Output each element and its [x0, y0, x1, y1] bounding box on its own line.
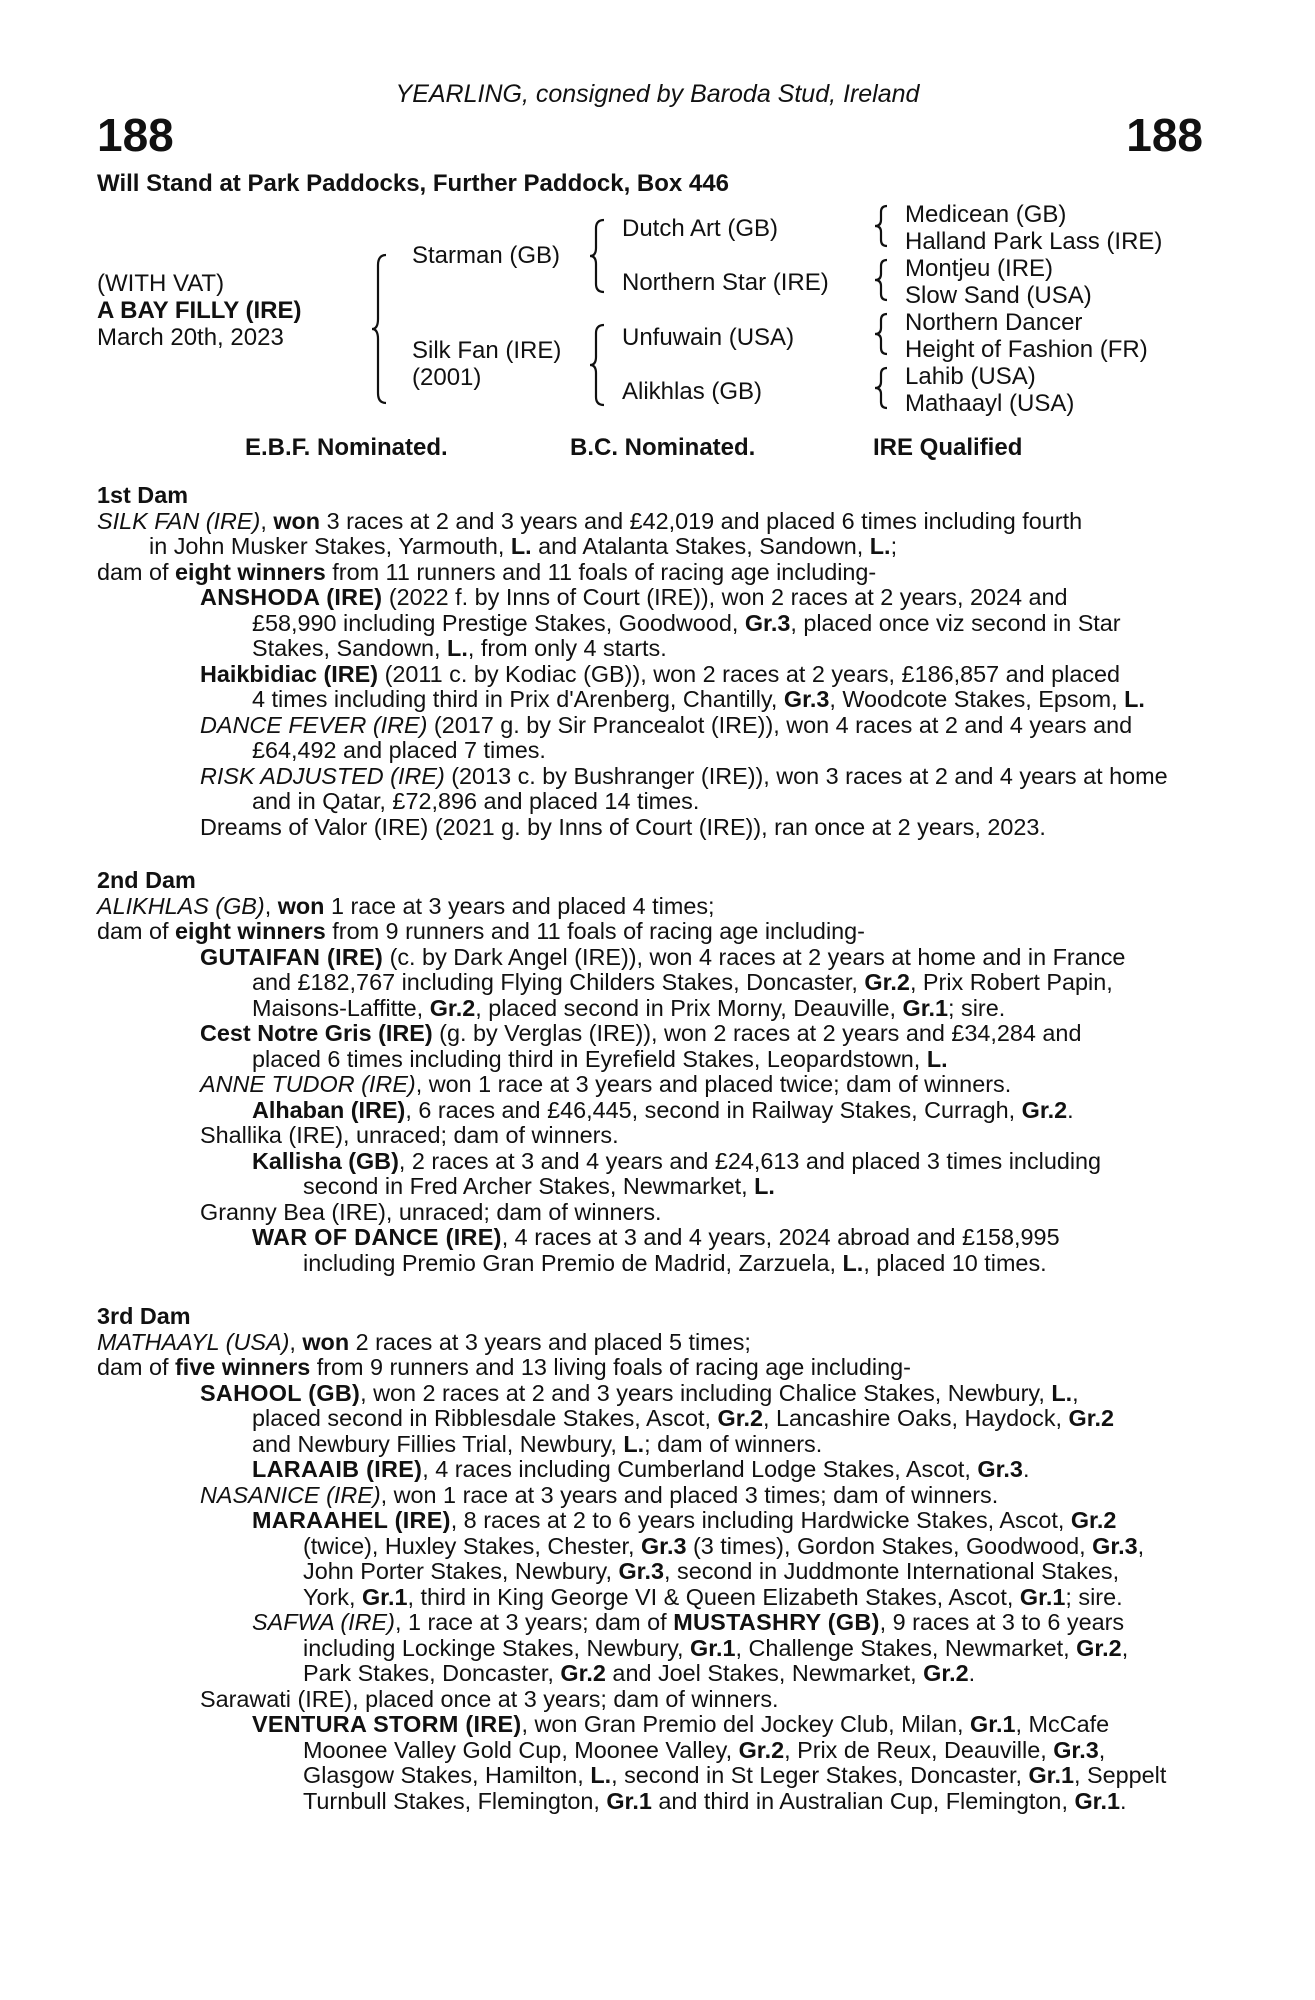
list-item-cont: second in Fred Archer Stakes, Newmarket, L. — [303, 1173, 775, 1199]
pedigree-bracket — [875, 258, 889, 302]
list-item-cont: Glasgow Stakes, Hamilton, L., second in St Leger Stakes, Doncaster, Gr.1, Seppelt — [303, 1762, 1167, 1788]
grandparent-2: Halland Park Lass (IRE) — [905, 228, 1163, 255]
consignment-line: YEARLING, consigned by Baroda Stud, Ireland — [395, 80, 920, 108]
list-item-cont: and in Qatar, £72,896 and placed 14 times. — [252, 788, 700, 814]
list-item: SAHOOL (GB), won 2 races at 2 and 3 years including Chalice Stakes, Newbury, L., — [200, 1379, 1079, 1406]
dam-dam-name: Alikhlas (GB) — [622, 378, 763, 405]
grandparent-1: Medicean (GB) — [905, 201, 1067, 228]
list-item: Sarawati (IRE), placed once at 3 years; dam of winners. — [200, 1685, 779, 1712]
list-item-cont: Turnbull Stakes, Flemington, Gr.1 and third in Australian Cup, Flemington, Gr.1. — [303, 1787, 1127, 1814]
bc-nomination: B.C. Nominated. — [570, 434, 756, 461]
sire-name: Starman (GB) — [412, 242, 561, 269]
list-item-cont: Maisons-Laffitte, Gr.2, placed second in Prix Morny, Deauville, Gr.1; sire. — [252, 994, 1006, 1021]
list-item-cont: 4 times including third in Prix d'Arenberg, Chantilly, Gr.3, Woodcote Stakes, Epsom, L. — [252, 686, 1145, 712]
subject-dob: March 20th, 2023 — [97, 324, 284, 351]
list-item-cont: £64,492 and placed 7 times. — [252, 737, 546, 763]
list-item-cont: (twice), Huxley Stakes, Chester, Gr.3 (3 times), Gordon Stakes, Goodwood, Gr.3, — [303, 1532, 1145, 1559]
list-item-cont: and £182,767 including Flying Childers Stakes, Doncaster, Gr.2, Prix Robert Papin, — [252, 969, 1113, 995]
list-item: Cest Notre Gris (IRE) (g. by Verglas (IRE)), won 2 races at 2 years and £34,284 and — [200, 1020, 1082, 1046]
produce-summary: dam of eight winners from 11 runners and 11 foals of racing age including- — [97, 558, 877, 585]
section-heading: 2nd Dam — [97, 867, 196, 893]
list-item-sub: Kallisha (GB), 2 races at 3 and 4 years and £24,613 and placed 3 times including — [252, 1147, 1102, 1174]
list-item-sub: WAR OF DANCE (IRE), 4 races at 3 and 4 years, 2024 abroad and £158,995 — [252, 1224, 1060, 1250]
list-item-cont: including Lockinge Stakes, Newbury, Gr.1, Challenge Stakes, Newmarket, Gr.2, — [303, 1634, 1129, 1661]
list-item: Shallika (IRE), unraced; dam of winners. — [200, 1122, 619, 1148]
list-item: Granny Bea (IRE), unraced; dam of winners. — [200, 1198, 662, 1225]
grandparent-6: Height of Fashion (FR) — [905, 336, 1148, 363]
dam-record: SILK FAN (IRE), won 3 races at 2 and 3 years and £42,019 and placed 6 times including fourth — [97, 507, 1083, 534]
produce-summary: dam of eight winners from 9 runners and 11 foals of racing age including- — [97, 918, 865, 944]
list-item: Haikbidiac (IRE) (2011 c. by Kodiac (GB)), won 2 races at 2 years, £186,857 and placed — [200, 660, 1121, 687]
list-item: ANSHODA (IRE) (2022 f. by Inns of Court (IRE)), won 2 races at 2 years, 2024 and — [200, 584, 1068, 610]
list-item-cont: Stakes, Sandown, L., from only 4 starts. — [252, 635, 667, 661]
list-item: Dreams of Valor (IRE) (2021 g. by Inns of Court (IRE)), ran once at 2 years, 2023. — [200, 813, 1046, 840]
list-item-sub: MARAAHEL (IRE), 8 races at 2 to 6 years including Hardwicke Stakes, Ascot, Gr.2 — [252, 1507, 1117, 1533]
grandparent-5: Northern Dancer — [905, 309, 1083, 336]
subject-name: A BAY FILLY (IRE) — [97, 297, 302, 324]
lot-number-right: 188 — [1126, 109, 1203, 161]
third-dam-section — [97, 1304, 1205, 1814]
grandparent-3: Montjeu (IRE) — [905, 255, 1054, 282]
dam-name: Silk Fan (IRE) — [412, 337, 562, 364]
list-item-cont: placed second in Ribblesdale Stakes, Ascot, Gr.2, Lancashire Oaks, Haydock, Gr.2 — [252, 1405, 1115, 1431]
list-item-sub: LARAAIB (IRE), 4 races including Cumberland Lodge Stakes, Ascot, Gr.3. — [252, 1456, 1030, 1482]
list-item-cont: including Premio Gran Premio de Madrid, Zarzuela, L., placed 10 times. — [303, 1249, 1047, 1276]
pedigree-bracket — [875, 366, 889, 410]
pedigree-bracket — [372, 253, 388, 405]
list-item: ANNE TUDOR (IRE), won 1 race at 3 years and placed twice; dam of winners. — [200, 1071, 1012, 1097]
dam-record: MATHAAYL (USA), won 2 races at 3 years and placed 5 times; — [97, 1328, 751, 1355]
produce-summary: dam of five winners from 9 runners and 13 living foals of racing age including- — [97, 1354, 911, 1380]
first-dam-section — [97, 483, 1205, 840]
list-item-cont: and Newbury Fillies Trial, Newbury, L.; dam of winners. — [252, 1430, 823, 1457]
grandparent-7: Lahib (USA) — [905, 363, 1036, 390]
pedigree-bracket — [590, 323, 606, 407]
list-item: GUTAIFAN (IRE) (c. by Dark Angel (IRE)), won 4 races at 2 years at home and in France — [200, 943, 1126, 970]
section-heading: 1st Dam — [97, 482, 189, 508]
list-item-sub: Alhaban (IRE), 6 races and £46,445, second in Railway Stakes, Curragh, Gr.2. — [252, 1096, 1074, 1123]
grandparent-4: Slow Sand (USA) — [905, 282, 1092, 309]
list-item-cont: placed 6 times including third in Eyrefield Stakes, Leopardstown, L. — [252, 1045, 948, 1072]
lot-number-left: 188 — [97, 109, 174, 161]
list-item-cont: Park Stakes, Doncaster, Gr.2 and Joel Stakes, Newmarket, Gr.2. — [303, 1660, 976, 1686]
list-item-sub: VENTURA STORM (IRE), won Gran Premio del Jockey Club, Milan, Gr.1, McCafe — [252, 1711, 1110, 1737]
pedigree-bracket — [875, 204, 889, 248]
list-item-cont: York, Gr.1, third in King George VI & Queen Elizabeth Stakes, Ascot, Gr.1; sire. — [303, 1583, 1123, 1610]
list-item-sub: SAFWA (IRE), 1 race at 3 years; dam of MUSTASHRY (GB), 9 races at 3 to 6 years — [252, 1609, 1125, 1635]
dam-record-cont: in John Musker Stakes, Yarmouth, L. and Atalanta Stakes, Sandown, L.; — [149, 533, 898, 559]
pedigree-bracket — [875, 312, 889, 356]
grandparent-8: Mathaayl (USA) — [905, 390, 1075, 417]
list-item: RISK ADJUSTED (IRE) (2013 c. by Bushranger (IRE)), won 3 races at 2 and 4 years at home — [200, 762, 1168, 789]
dam-year: (2001) — [412, 364, 482, 391]
section-heading: 3rd Dam — [97, 1303, 191, 1329]
dam-sire-name: Unfuwain (USA) — [622, 324, 795, 351]
second-dam-section — [97, 868, 1205, 1276]
list-item-cont: £58,990 including Prestige Stakes, Goodwood, Gr.3, placed once viz second in Star — [252, 609, 1121, 636]
sire-dam-name: Northern Star (IRE) — [622, 269, 829, 296]
list-item: NASANICE (IRE), won 1 race at 3 years and placed 3 times; dam of winners. — [200, 1481, 999, 1508]
list-item-cont: Moonee Valley Gold Cup, Moonee Valley, Gr.2, Prix de Reux, Deauville, Gr.3, — [303, 1736, 1106, 1763]
ire-qualified: IRE Qualified — [873, 434, 1023, 461]
pedigree-bracket — [590, 218, 606, 294]
dam-record: ALIKHLAS (GB), won 1 race at 3 years and placed 4 times; — [97, 892, 715, 919]
vat-label: (WITH VAT) — [97, 270, 225, 297]
list-item-cont: John Porter Stakes, Newbury, Gr.3, second in Juddmonte International Stakes, — [303, 1558, 1120, 1584]
ebf-nomination: E.B.F. Nominated. — [245, 434, 448, 461]
sire-sire-name: Dutch Art (GB) — [622, 215, 779, 242]
stand-location: Will Stand at Park Paddocks, Further Paddock, Box 446 — [97, 170, 729, 197]
list-item: DANCE FEVER (IRE) (2017 g. by Sir Prancealot (IRE)), won 4 races at 2 and 4 years and — [200, 711, 1133, 738]
